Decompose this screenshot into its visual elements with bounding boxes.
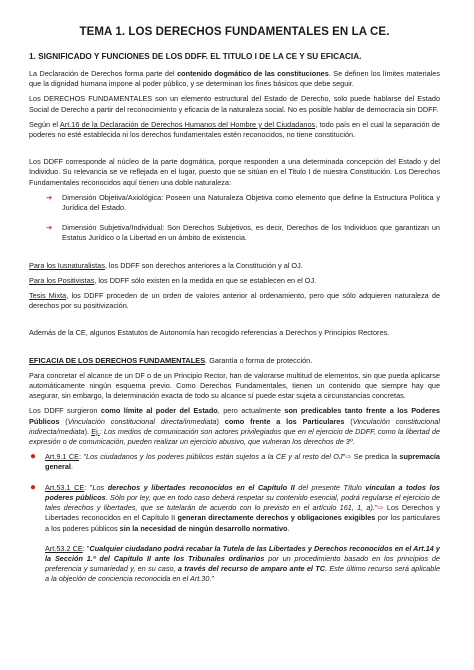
underlined-text: Art.53.2 CE: [45, 543, 83, 553]
text: Los DDFF surgieron: [29, 406, 101, 416]
bold-text: son predicables tanto frente a los Poderes Públicos: [29, 406, 440, 426]
text: Se predica la: [351, 452, 400, 462]
page-title: TEMA 1. LOS DERECHOS FUNDAMENTALES EN LA CE.: [79, 26, 390, 38]
text: , todo país en el cual la separación de poderes no esté establecida ni los derechos fundamentales estén reconocidos, no tiene constitución.: [29, 119, 440, 140]
underlined-text: Art.53.1 CE: [45, 482, 85, 492]
arrow-icon: ⇨: [377, 503, 384, 513]
bold-text: como límite al poder del Estado: [100, 406, 218, 416]
item-art91: [29, 452, 440, 472]
text: . Se definen los límites materiales que la dignidad humana impone al poder público, y se determinan los fines básicos que debe seguir.: [29, 69, 440, 89]
text: ): [216, 416, 225, 426]
text: , pero actualmente: [217, 406, 285, 416]
text: : ": [84, 482, 93, 492]
text: (: [344, 416, 353, 426]
bullet-subjetiva: [29, 223, 440, 243]
paragraph-alcance: Para concretar el alcance de un DF o de un Principio Rector, han de valorarse multitud de elementos, sin que pueda aplicarse automáticamente ningún esquema previo. Como Derechos Fundamentales, tienen un contenido que siempre hay que asegurar, sin embargo, la determinación exacta de todo su alcance sí puede estar sujeta a circunstancias concretas.: [29, 370, 440, 401]
text: ).: [84, 426, 92, 436]
bold-text: sin la necesidad de ningún desarrollo normativo: [119, 523, 288, 533]
item-art532: [29, 544, 440, 585]
italic-text: Vinculación constitucional indirecta/mediata: [29, 416, 440, 436]
bold-italic-text: a través del recurso de amparo ante el TC: [177, 564, 325, 574]
paragraph-tesis-mixta: [29, 291, 440, 311]
eficacia-heading: [29, 356, 440, 366]
text: Dimensión Objetiva/Axiológica: Poseen una Naturaleza Objetiva como elemento que define la Estructura Política y Jurídica del Estado.: [62, 192, 440, 213]
text: Según el: [29, 119, 60, 129]
underlined-text: Ej.: [91, 426, 100, 436]
bullet-objetiva: [29, 193, 440, 213]
arrow-icon: ➔: [46, 223, 53, 233]
item-art531: [29, 483, 440, 534]
bold-text: supremacía general: [45, 452, 440, 472]
red-dot-icon: ●: [30, 451, 37, 463]
text: Los Derechos y Libertades reconocidos en el Capítulo II: [45, 503, 440, 523]
italic-text: . Este último recurso será aplicable a la objeción de conciencia reconocida en el Art.30: [45, 564, 441, 584]
bold-text: contenido dogmático de las constituciones: [177, 69, 329, 78]
red-dot-icon: ●: [30, 481, 37, 493]
underlined-text: Para los Positivistas: [29, 275, 95, 285]
underlined-text: Tesis Mixta: [29, 291, 67, 301]
text: por los particulares a los poderes públicos: [45, 513, 440, 533]
paragraph-iusnaturalistas: [29, 261, 440, 271]
arrow-icon: ⇨: [345, 452, 352, 462]
paragraph-nucleo: Los DDFF corresponde al núcleo de la parte dogmática, porque responden a una determinada concepción del Estado y del Individuo. Su relevancia se ve reflejada en el lugar, puesto que se sitúan en el Titulo I de nuestra Constitución. Los Derechos Fundamentales reconocidos aquí tienen una doble naturaleza:: [29, 157, 440, 187]
italic-text: Los ciudadanos y los poderes públicos están sujetos a la CE y al resto del OJ: [86, 452, 343, 462]
section-heading: 1. SIGNIFICADO Y FUNCIONES DE LOS DDFF. EL TITULO I DE LA CE Y SU EFICACIA.: [29, 52, 362, 61]
art16-link[interactable]: Art.16 de la Declaración de Derechos Humanos del Hombre y del Ciudadanos: [59, 119, 316, 129]
paragraph-estatutos: Además de la CE, algunos Estatutos de Autonomía han recogido referencias a Derechos y Principios Rectores.: [29, 328, 390, 338]
text: , los DDFF proceden de un orden de valores anterior al ordenamiento, pero que sólo adquieren naturaleza de derechos por su positivización.: [29, 291, 440, 311]
text: ": [374, 503, 378, 513]
text: .: [287, 523, 290, 533]
text: Dimensión Subjetiva/Individual: Son Derechos Subjetivos, es decir, Derechos de los Individuos que garantizan un Estatus Jurídico o la Libertad en un ámbito de existencia.: [62, 223, 440, 243]
text: , los DDFF sólo existen en la medida en que se establecen en el OJ.: [94, 275, 317, 285]
italic-text: Los: [92, 482, 108, 492]
heading-text: EFICACIA DE LOS DERECHOS FUNDAMENTALES: [29, 355, 206, 365]
bold-italic-text: Cualquier ciudadano podrá recabar la Tutela de las Libertades y Derechos reconocidos en el Art.14 y la Sección 1.ª del Capítulo II ante los Tribunales ordinarios: [45, 543, 440, 563]
italic-text: del presente Título: [294, 482, 366, 492]
text: : ": [82, 543, 90, 553]
text: : ": [79, 452, 87, 462]
italic-text: : Los medios de comunicación son actores privilegiados que en el ejercicio de DDFF, como la libertad de expresión o de comunicación, pueden realizar un ejercicio abusivo, que vulneran los derechos de 3º.: [29, 426, 440, 447]
paragraph-declaracion: [29, 69, 440, 89]
text: .": [209, 574, 215, 584]
text: ": [342, 452, 346, 462]
text: .: [70, 462, 73, 472]
text: . Garantía o forma de protección.: [205, 355, 313, 365]
underlined-text: Para los Iusnaturalistas: [29, 260, 105, 270]
text: , los DDFF son derechos anteriores a la Constitución y al OJ.: [104, 260, 303, 270]
paragraph-positivistas: [29, 276, 440, 286]
bold-italic-text: derechos y libertades reconocidos en el Capítulo II: [107, 482, 295, 492]
paragraph-ddff: Los DERECHOS FUNDAMENTALES son un elemento estructural del Estado de Derecho, solo puede hablarse del Estado Social de Derecho a partir del reconocimiento y eficacia de la naturaleza social. No es posible hablar de democracia sin DDFF.: [29, 94, 440, 114]
bold-italic-text: vinculan a todos los poderes públicos: [45, 482, 440, 502]
paragraph-art16: [29, 120, 440, 140]
italic-text: . Sólo por ley, que en todo caso deberá respetar su contenido esencial, podrá regularse el ejercicio de tales derechos y libertades, que se tutelarán de acuerdo con lo previsto en el artículo 161, 1, a).: [45, 492, 440, 513]
italic-text: por un procedimiento basado en los principios de preferencia y sumariedad y, en su caso,: [45, 553, 440, 574]
underlined-text: Art.9.1 CE: [45, 452, 80, 462]
text: La Declaración de Derechos forma parte del: [29, 69, 178, 78]
text: (: [59, 416, 68, 426]
bold-text: generan directamente derechos y obligaciones exigibles: [177, 513, 376, 523]
arrow-icon: ➔: [46, 192, 53, 202]
italic-text: Vinculación constitucional directa/inmediata: [67, 416, 217, 426]
paragraph-surgieron: [29, 406, 440, 447]
bold-text: como frente a los Particulares: [224, 416, 345, 426]
